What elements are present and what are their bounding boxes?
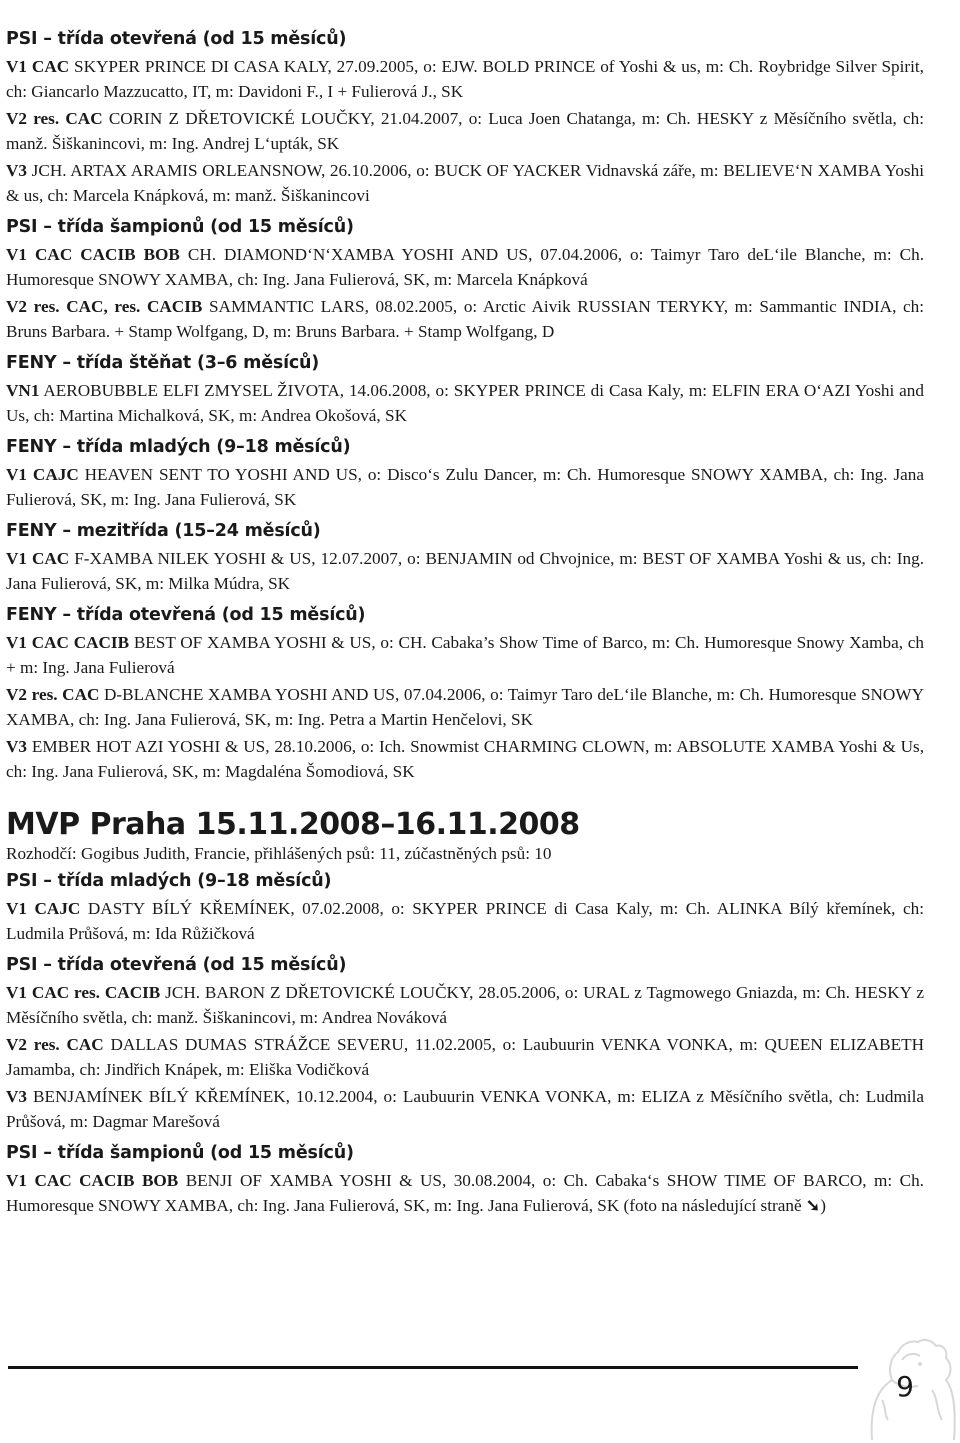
award-label: VN1 [6,381,40,400]
award-label: V1 CAC CACIB BOB [6,1171,179,1190]
entry-text: F-XAMBA NILEK YOSHI & US, 12.07.2007, o: BENJAMIN od Chvojnice, m: BEST OF XAMBA Yoshi & us, ch: Ing. Jana Fulierová, SK, m: Milka Múdra, SK [6,549,924,593]
award-label: V3 [6,161,28,180]
class-heading: PSI – třída mladých (9–18 měsíců) [6,871,332,891]
award-label: V2 res. CAC [6,685,100,704]
footer-divider [8,1366,858,1369]
result-entry [6,980,924,1030]
entry-text: HEAVEN SENT TO YOSHI AND US, o: Discoʻs Zulu Dancer, m: Ch. Humoresque SNOWY XAMBA, ch: Ing. Jana Fulierová, SK, m: Ing. Jana Fulierová, SK [6,465,924,509]
award-label: V1 CAC CACIB BOB [6,245,180,264]
section-mvp-results [6,870,924,1218]
result-entry [6,462,924,512]
award-label: V2 res. CAC, res. CACIB [6,297,203,316]
result-entry [6,378,924,428]
result-entry [6,1168,924,1218]
award-label: V3 [6,1087,28,1106]
show-title: MVP Praha 15.11.2008–16.11.2008 [6,807,580,842]
class-heading: PSI – třída šampionů (od 15 měsíců) [6,1143,354,1163]
entry-text: EMBER HOT AZI YOSHI & US, 28.10.2006, o: Ich. Snowmist CHARMING CLOWN, m: ABSOLUTE XAMBA Yoshi & Us, ch: Ing. Jana Fulierová, SK, m: Magdaléna Šomodiová, SK [6,737,924,781]
result-entry [6,896,924,946]
award-label: V1 CAC CACIB [6,633,130,652]
entry-text: SKYPER PRINCE DI CASA KALY, 27.09.2005, o: EJW. BOLD PRINCE of Yoshi & us, m: Ch. Roybridge Silver Spirit, ch: Giancarlo Mazzucatto, IT, m: Davidoni F., I + Fulierová J., SK [6,57,924,101]
section-psi-feny-results [6,28,924,784]
judge-line: Rozhodčí: Gogibus Judith, Francie, přihlášených psů: 11, zúčastněných psů: 10 [6,844,552,863]
class-heading: PSI – třída otevřená (od 15 měsíců) [6,955,347,975]
result-entry [6,546,924,596]
award-label: V1 CAJC [6,465,79,484]
class-heading: FENY – třída štěňat (3–6 měsíců) [6,353,320,373]
result-entry [6,682,924,732]
award-label: V2 res. CAC [6,1035,104,1054]
page-number: 9 [896,1370,914,1403]
result-entry [6,106,924,156]
entry-text: JCH. BARON Z DŘETOVICKÉ LOUČKY, 28.05.2006, o: URAL z Tagmowego Gniazda, m: Ch. HESKY z Měsíčního světla, ch: manž. Šiškanincovi, m: Andrea Nováková [6,983,924,1027]
entry-text: DALLAS DUMAS STRÁŽCE SEVERU, 11.02.2005, o: Laubuurin VENKA VONKA, m: QUEEN ELIZABETH Jamamba, ch: Jindřich Knápek, m: Eliška Vodičková [6,1035,924,1079]
result-entry [6,158,924,208]
entry-text: CH. DIAMONDʻNʻXAMBA YOSHI AND US, 07.04.2006, o: Taimyr Taro deLʻile Blanche, m: Ch. Humoresque SNOWY XAMBA, ch: Ing. Jana Fulierová, SK, m: Marcela Knápková [6,245,924,289]
award-label: V1 CAC [6,57,70,76]
result-entry [6,630,924,680]
award-label: V3 [6,737,28,756]
entry-text: JCH. ARTAX ARAMIS ORLEANSNOW, 26.10.2006, o: BUCK OF YACKER Vidnavská záře, m: BELIEVEʻN XAMBA Yoshi & us, ch: Marcela Knápková, m: manž. Šiškanincovi [6,161,924,205]
closing-paren: ) [820,1196,827,1215]
entry-text: AEROBUBBLE ELFI ZMYSEL ŽIVOTA, 14.06.2008, o: SKYPER PRINCE di Casa Kaly, m: ELFIN ERA OʻAZI Yoshi and Us, ch: Martina Michalková, SK, m: Andrea Okošová, SK [6,381,924,425]
entry-text: D-BLANCHE XAMBA YOSHI AND US, 07.04.2006, o: Taimyr Taro deLʻile Blanche, m: Ch. Humoresque SNOWY XAMBA, ch: Ing. Jana Fulierová, SK, m: Ing. Petra a Martin Henčelovi, SK [6,685,924,729]
entry-text: BENJI OF XAMBA YOSHI & US, 30.08.2004, o: Ch. Cabakaʻs SHOW TIME OF BARCO, m: Ch. Humoresque SNOWY XAMBA, ch: Ing. Jana Fulierová, SK, m: Ing. Jana Fulierová, SK (foto na následující straně [6,1171,924,1215]
result-entry [6,1084,924,1134]
result-entry [6,294,924,344]
award-label: V1 CAC res. CACIB [6,983,161,1002]
class-heading: PSI – třída šampionů (od 15 měsíců) [6,217,354,237]
result-entry [6,734,924,784]
entry-text: BENJAMÍNEK BÍLÝ KŘEMÍNEK, 10.12.2004, o: Laubuurin VENKA VONKA, m: ELIZA z Měsíčního světla, ch: Ludmila Průšová, m: Dagmar Marešová [6,1087,924,1131]
arrow-down-right-icon: ➘ [805,1196,821,1215]
entry-text: CORIN Z DŘETOVICKÉ LOUČKY, 21.04.2007, o: Luca Joen Chatanga, m: Ch. HESKY z Měsíčního světla, ch: manž. Šiškanincovi, m: Ing. Andrej Lʻupták, SK [6,109,924,153]
award-label: V1 CAJC [6,899,81,918]
class-heading: FENY – třída mladých (9–18 měsíců) [6,437,351,457]
entry-text: SAMMANTIC LARS, 08.02.2005, o: Arctic Aivik RUSSIAN TERYKY, m: Sammantic INDIA, ch: Bruns Barbara. + Stamp Wolfgang, D, m: Bruns Barbara. + Stamp Wolfgang, D [6,297,925,341]
result-entry [6,242,924,292]
result-entry [6,54,924,104]
entry-text: BEST OF XAMBA YOSHI & US, o: CH. Cabaka’s Show Time of Barco, m: Ch. Humoresque Snowy Xamba, ch + m: Ing. Jana Fulierová [6,633,925,677]
page-content [6,28,924,1220]
class-heading: FENY – mezitřída (15–24 měsíců) [6,521,321,541]
result-entry [6,1032,924,1082]
award-label: V2 res. CAC [6,109,103,128]
award-label: V1 CAC [6,549,70,568]
class-heading: PSI – třída otevřená (od 15 měsíců) [6,29,347,49]
entry-text: DASTY BÍLÝ KŘEMÍNEK, 07.02.2008, o: SKYPER PRINCE di Casa Kaly, m: Ch. ALINKA Bílý křemínek, ch: Ludmila Průšová, m: Ida Růžičková [6,899,924,943]
class-heading: FENY – třída otevřená (od 15 měsíců) [6,605,366,625]
